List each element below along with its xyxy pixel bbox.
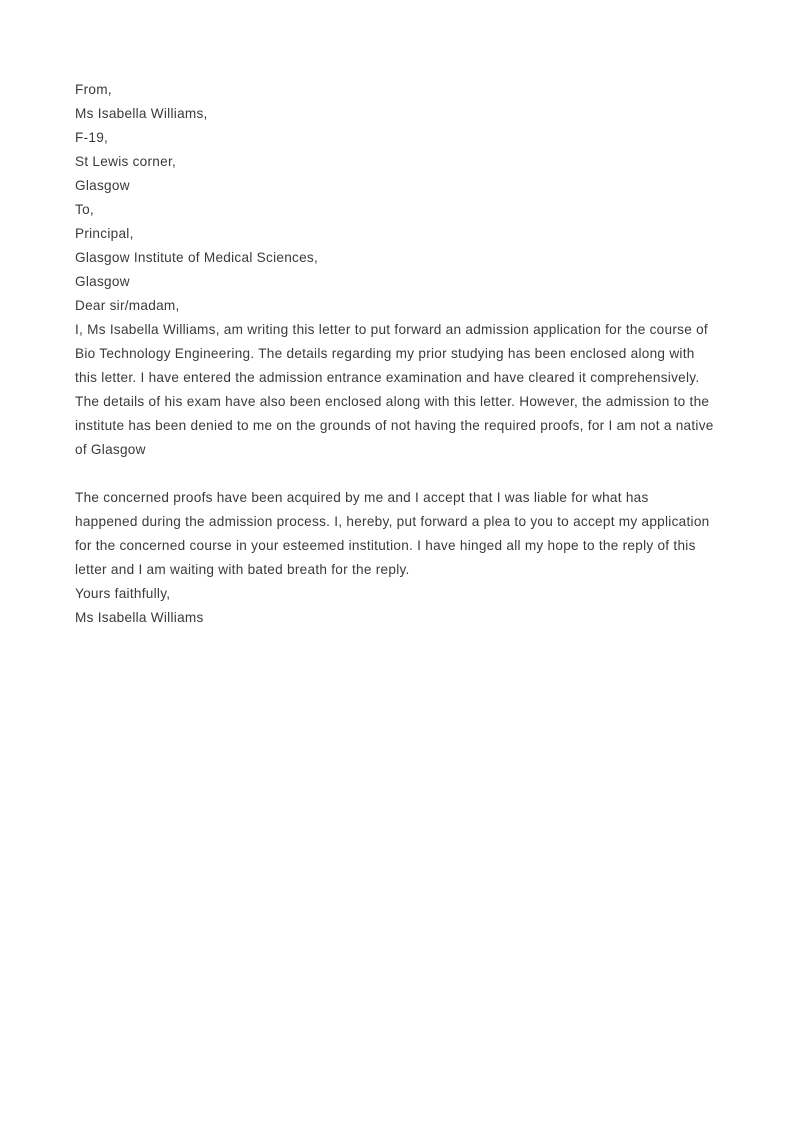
recipient-line-city: Glasgow [75,274,130,289]
body-paragraph-2: The concerned proofs have been acquired by me and I accept that I was liable for what has happened during the admission process. I, hereby, put forward a plea to you to accept my application for the concerned course in your esteemed institution. I have hinged all my hope to the reply of this letter and I am waiting with bated breath for the reply. [75,490,710,577]
salutation: Dear sir/madam, [75,298,180,313]
paragraph-spacer [75,462,715,486]
signature-name: Ms Isabella Williams [75,610,204,625]
sender-line-from: From, [75,82,112,97]
recipient-line-institution: Glasgow Institute of Medical Sciences, [75,250,319,265]
sender-line-street: St Lewis corner, [75,154,177,169]
sender-address-block [75,78,715,198]
recipient-line-title: Principal, [75,226,134,241]
sender-line-house: F-19, [75,130,109,145]
valediction: Yours faithfully, [75,586,171,601]
recipient-address-block [75,198,715,294]
sender-line-city: Glasgow [75,178,130,193]
sender-line-name: Ms Isabella Williams, [75,106,208,121]
body-paragraph-1: I, Ms Isabella Williams, am writing this letter to put forward an admission application for the course of Bio Technology Engineering. The details regarding my prior studying has been enclosed along with this letter. I have entered the admission entrance examination and have cleared it comprehensively. The details of his exam have also been enclosed along with this letter. However, the admission to the institute has been denied to me on the grounds of not having the required proofs, for I am not a native of Glasgow [75,322,714,457]
recipient-line-to: To, [75,202,94,217]
letter-content [75,78,715,630]
